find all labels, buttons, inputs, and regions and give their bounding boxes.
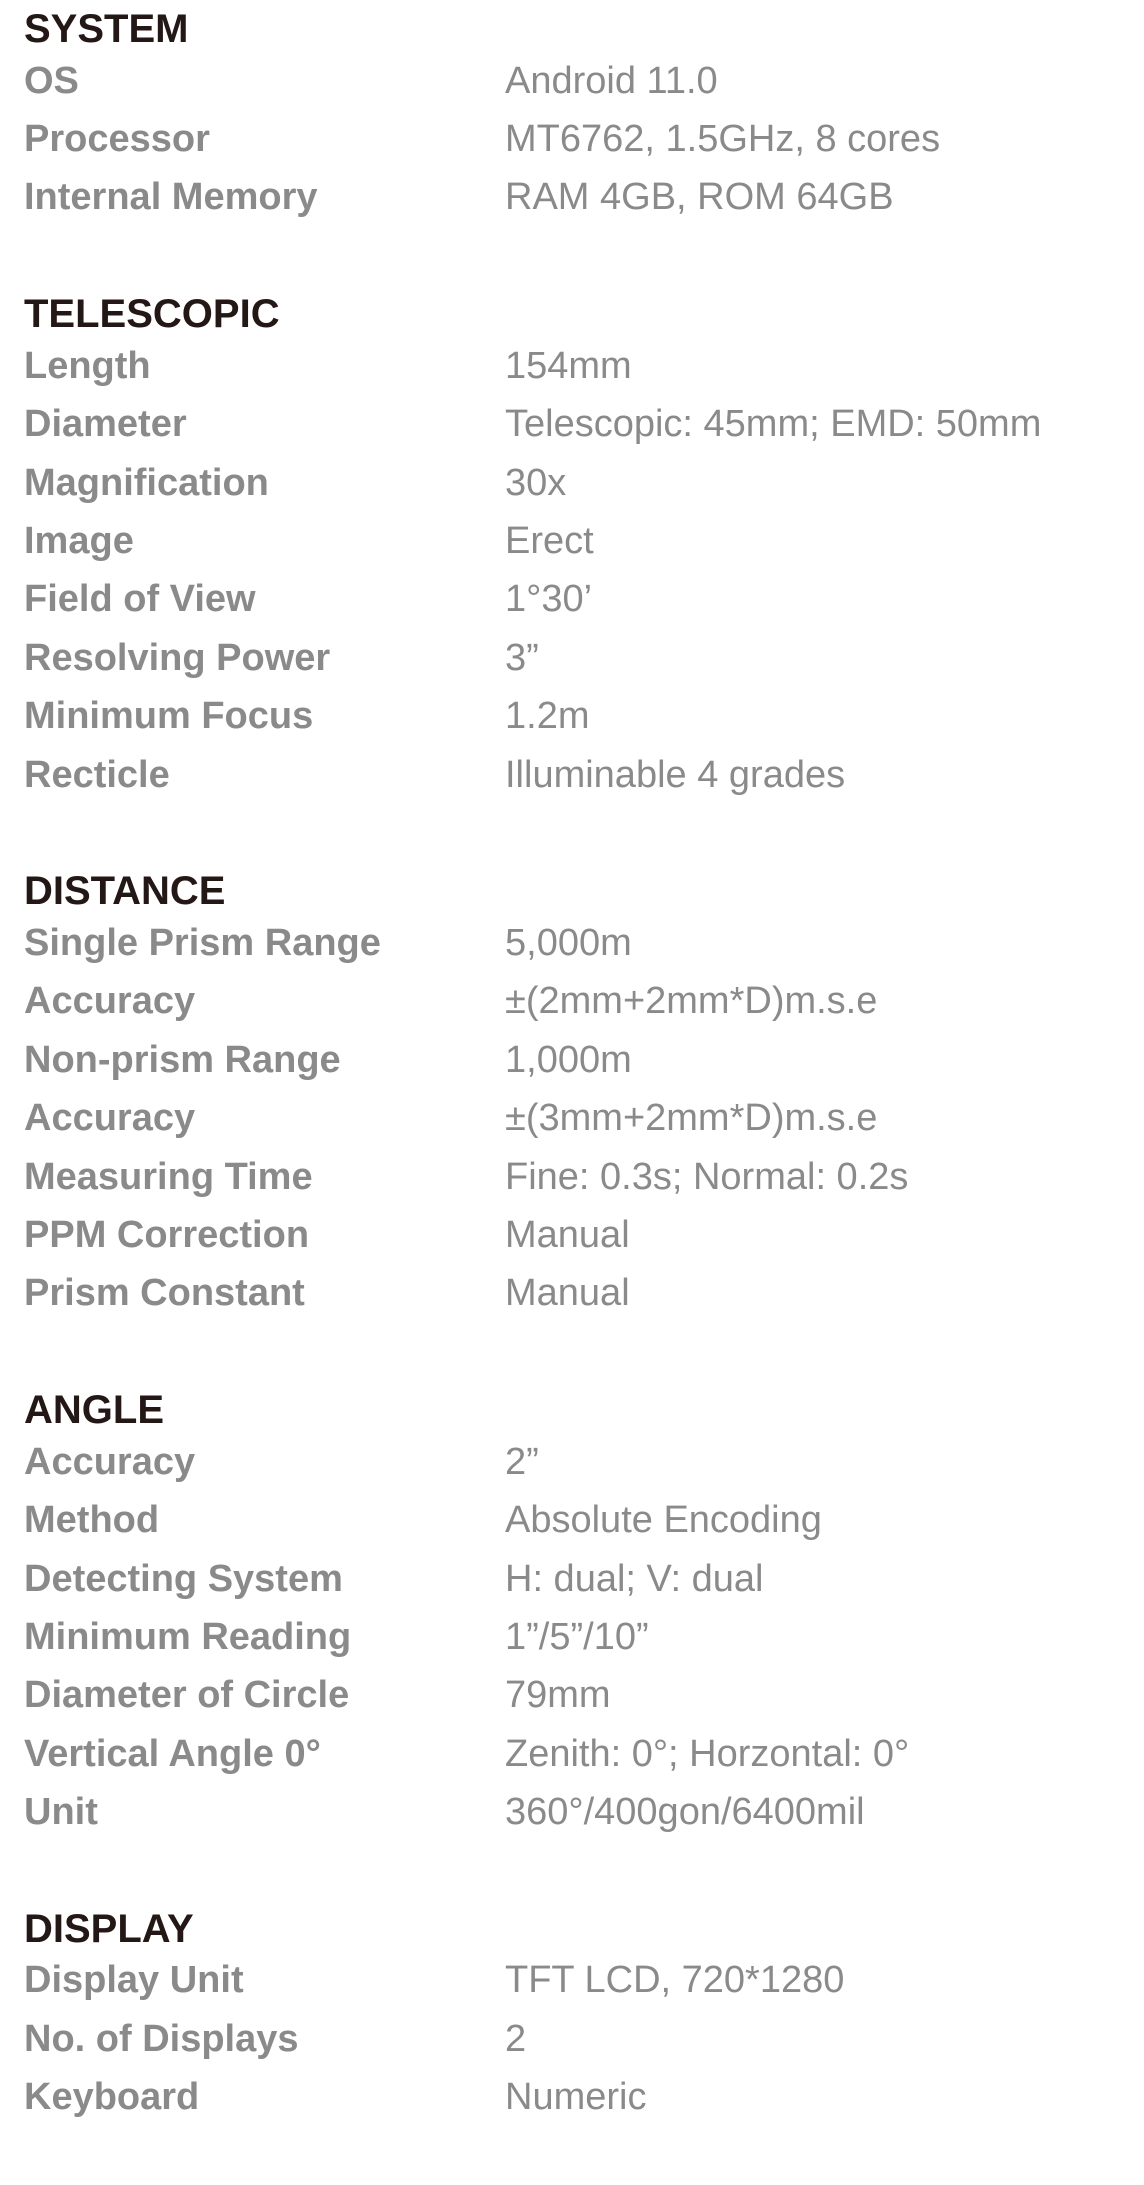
spec-row — [24, 1031, 1124, 1089]
spec-row — [24, 337, 1124, 395]
spec-value: 30x — [505, 461, 567, 504]
spec-label: Non-prism Range — [24, 1038, 341, 1081]
spec-row — [24, 914, 1124, 972]
section-telescopic — [24, 285, 1124, 804]
spec-row — [24, 1608, 1124, 1666]
spec-value: Manual — [505, 1272, 630, 1315]
spec-row — [24, 629, 1124, 687]
spec-row — [24, 746, 1124, 804]
section-title: DISPLAY — [24, 1906, 194, 1951]
spec-row — [24, 1265, 1124, 1323]
spec-row — [24, 1491, 1124, 1549]
section-angle — [24, 1381, 1124, 1842]
spec-label: Accuracy — [24, 980, 196, 1023]
spec-value: Manual — [505, 1213, 630, 1256]
spec-value: ±(2mm+2mm*D)m.s.e — [505, 980, 878, 1023]
spec-row — [24, 1667, 1124, 1725]
spec-label: Diameter of Circle — [24, 1674, 350, 1717]
spec-row — [24, 1089, 1124, 1147]
spec-value: Absolute Encoding — [505, 1499, 822, 1542]
spec-label: OS — [24, 59, 79, 102]
spec-label: Field of View — [24, 578, 256, 621]
section-system — [24, 0, 1124, 227]
section-distance — [24, 862, 1124, 1323]
spec-value: Android 11.0 — [505, 59, 718, 102]
spec-label: Detecting System — [24, 1557, 343, 1600]
spec-row — [24, 1952, 1124, 2010]
spec-label: Magnification — [24, 461, 269, 504]
spec-row — [24, 1433, 1124, 1491]
spec-label: Prism Constant — [24, 1272, 305, 1315]
spec-value: 2 — [505, 2017, 527, 2060]
spec-row — [24, 1550, 1124, 1608]
spec-value: MT6762, 1.5GHz, 8 cores — [505, 118, 941, 161]
spec-sheet — [24, 0, 1124, 2185]
spec-label: Keyboard — [24, 2076, 200, 2119]
spec-label: Accuracy — [24, 1097, 196, 1140]
spec-label: Processor — [24, 118, 210, 161]
spec-label: Length — [24, 344, 151, 387]
section-title: ANGLE — [24, 1388, 164, 1433]
spec-row — [24, 52, 1124, 110]
spec-label: Method — [24, 1499, 160, 1542]
spec-label: Recticle — [24, 753, 170, 796]
spec-label: Vertical Angle 0° — [24, 1732, 321, 1775]
spec-label: PPM Correction — [24, 1213, 310, 1256]
spec-value: 1°30’ — [505, 578, 593, 621]
spec-value: ±(3mm+2mm*D)m.s.e — [505, 1097, 878, 1140]
spec-value: Fine: 0.3s; Normal: 0.2s — [505, 1155, 909, 1198]
spec-label: Display Unit — [24, 1959, 244, 2002]
spec-row — [24, 2010, 1124, 2068]
spec-value: 1”/5”/10” — [505, 1615, 649, 1658]
section-title: DISTANCE — [24, 869, 226, 914]
spec-row — [24, 1783, 1124, 1841]
spec-value: H: dual; V: dual — [505, 1557, 764, 1600]
spec-value: 3” — [505, 636, 539, 679]
spec-value: Numeric — [505, 2076, 647, 2119]
spec-value: 154mm — [505, 344, 632, 387]
spec-row — [24, 1206, 1124, 1264]
spec-label: Accuracy — [24, 1440, 196, 1483]
section-title: SYSTEM — [24, 7, 189, 51]
spec-value: Illuminable 4 grades — [505, 753, 846, 796]
spec-row — [24, 973, 1124, 1031]
spec-label: Measuring Time — [24, 1155, 313, 1198]
spec-row — [24, 1725, 1124, 1783]
spec-value: 360°/400gon/6400mil — [505, 1791, 865, 1834]
spec-value: TFT LCD, 720*1280 — [505, 1959, 845, 2002]
spec-row — [24, 169, 1124, 227]
spec-value: 1.2m — [505, 695, 590, 738]
spec-label: Minimum Focus — [24, 695, 314, 738]
spec-label: Single Prism Range — [24, 921, 381, 964]
spec-row — [24, 1148, 1124, 1206]
spec-row — [24, 110, 1124, 168]
section-display — [24, 1900, 1124, 2127]
spec-row — [24, 688, 1124, 746]
spec-value: 1,000m — [505, 1038, 632, 1081]
spec-label: Internal Memory — [24, 176, 318, 219]
spec-value: RAM 4GB, ROM 64GB — [505, 176, 894, 219]
spec-row — [24, 2069, 1124, 2127]
spec-row — [24, 396, 1124, 454]
spec-label: Minimum Reading — [24, 1615, 352, 1658]
section-title: TELESCOPIC — [24, 292, 280, 337]
spec-value: Erect — [505, 520, 594, 563]
spec-row — [24, 571, 1124, 629]
spec-row — [24, 454, 1124, 512]
spec-value: 79mm — [505, 1674, 611, 1717]
spec-label: Resolving Power — [24, 636, 331, 679]
spec-label: No. of Displays — [24, 2017, 299, 2060]
spec-value: Telescopic: 45mm; EMD: 50mm — [505, 403, 1042, 446]
spec-row — [24, 512, 1124, 570]
spec-label: Unit — [24, 1791, 98, 1834]
spec-label: Image — [24, 520, 134, 563]
spec-value: Zenith: 0°; Horzontal: 0° — [505, 1732, 910, 1775]
spec-value: 2” — [505, 1440, 539, 1483]
spec-label: Diameter — [24, 403, 187, 446]
spec-value: 5,000m — [505, 921, 632, 964]
